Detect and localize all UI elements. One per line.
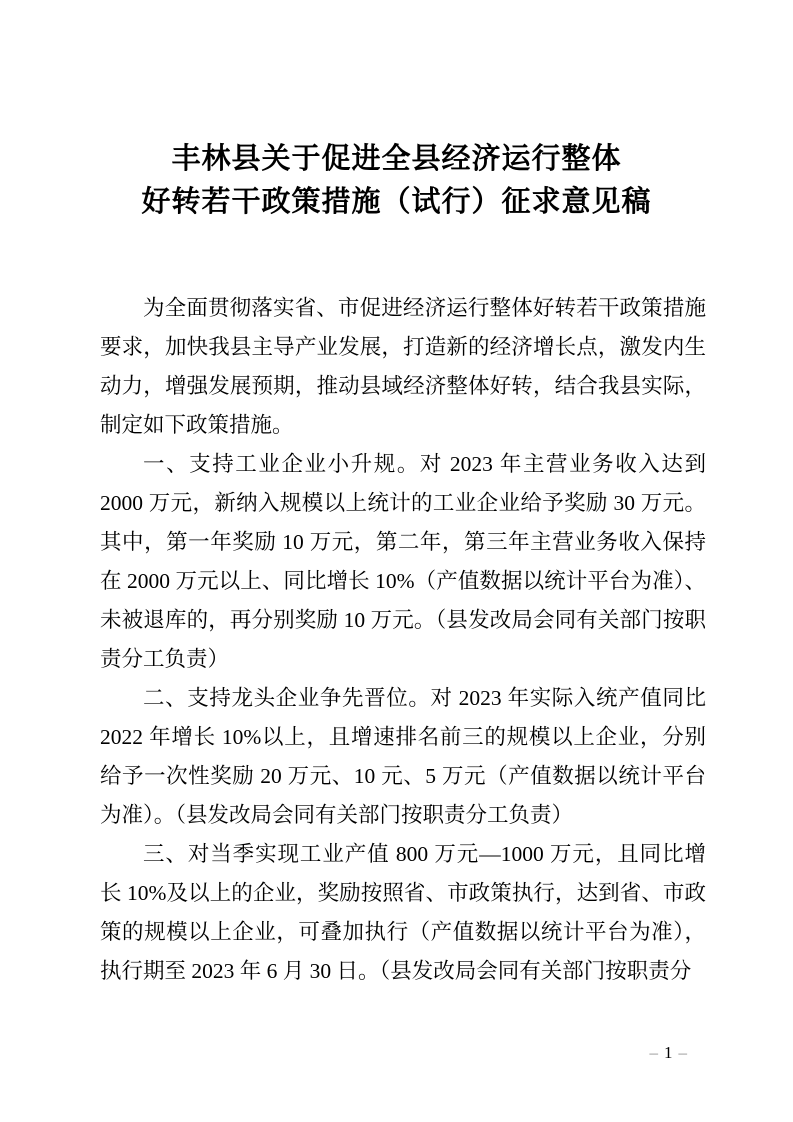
title-line-2: 好转若干政策措施（试行）征求意见稿 [141,186,652,218]
document-body [100,289,706,991]
document-title [0,0,793,224]
page-number [645,1043,694,1063]
page-number-dash-right: – [678,1043,688,1062]
page-number-value: 1 [664,1043,674,1062]
paragraph-item-3: 三、对当季实现工业产值 800 万元—1000 万元，且同比增长 10%及以上的企业，奖励按照省、市政策执行，达到省、市政策的规模以上企业，可叠加执行（产值数据以统计平台为准），执行期至 2023 年 6 月 30 日。（县发改局会同有关部门按职责分 [100,842,706,983]
title-line-1: 丰林县关于促进全县经济运行整体 [171,143,622,175]
paragraph-intro: 为全面贯彻落实省、市促进经济运行整体好转若干政策措施要求，加快我县主导产业发展，打造新的经济增长点，激发内生动力，增强发展预期，推动县域经济整体好转，结合我县实际，制定如下政策措施。 [100,296,706,437]
paragraph-item-2: 二、支持龙头企业争先晋位。对 2023 年实际入统产值同比 2022 年增长 10%以上，且增速排名前三的规模以上企业，分别给予一次性奖励 20 万元、10 元、5 万元（产值数据以统计平台为准）。（县发改局会同有关部门按职责分工负责） [100,686,706,827]
page-number-dash-left: – [649,1043,659,1062]
paragraph-item-1: 一、支持工业企业小升规。对 2023 年主营业务收入达到 2000 万元，新纳入规模以上统计的工业企业给予奖励 30 万元。其中，第一年奖励 10 万元，第二年，第三年主营业务收入保持在 2000 万元以上、同比增长 10%（产值数据以统计平台为准）、未被退库的，再分别奖励 10 万元。（县发改局会同有关部门按职责分工负责） [100,452,706,671]
